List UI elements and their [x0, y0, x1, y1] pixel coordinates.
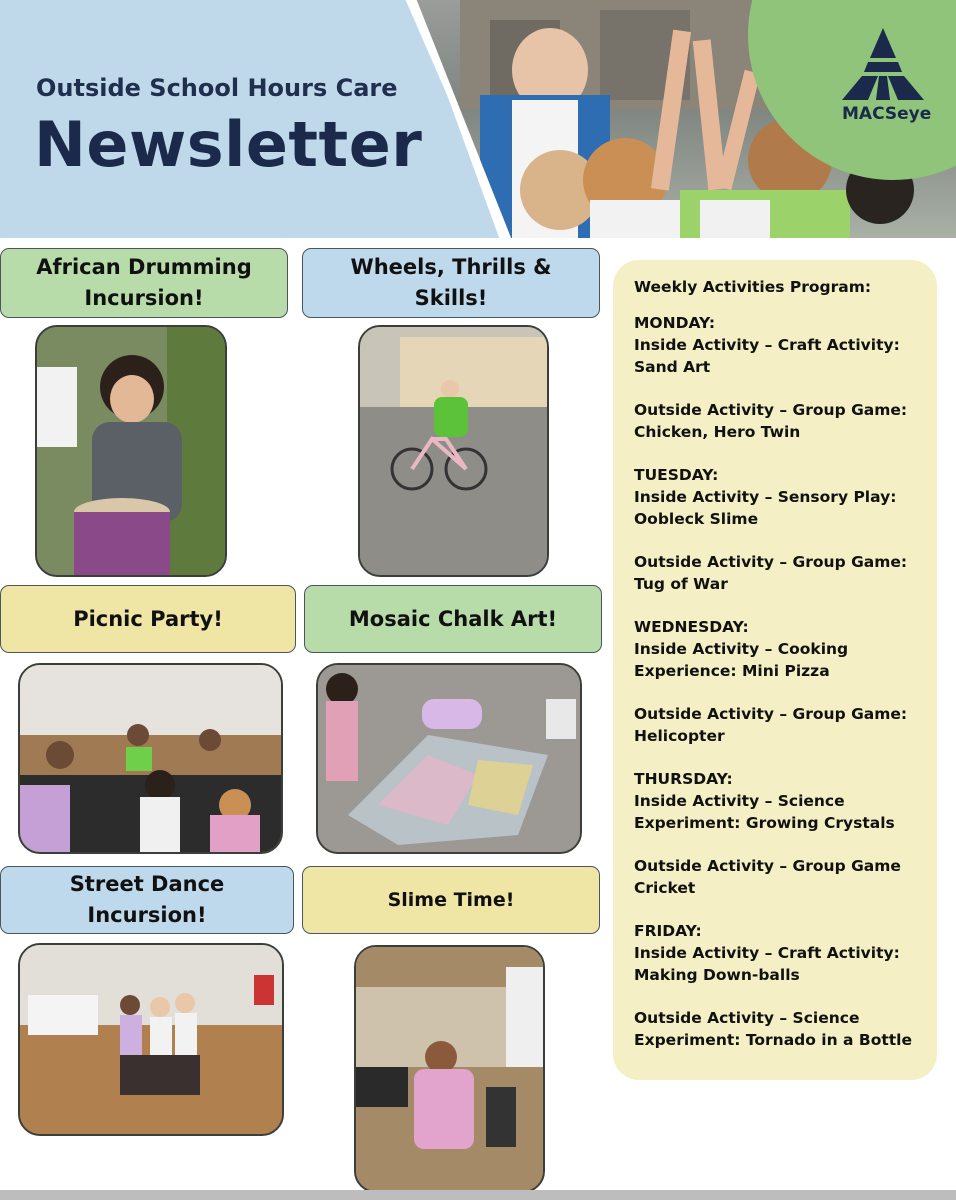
- photo-chalk-illustration: [318, 665, 580, 852]
- activity-inside-wednesday: Inside Activity – Cooking Experience: Mini Pizza: [634, 640, 849, 680]
- day-heading-thursday: THURSDAY:: [634, 770, 733, 788]
- photo-picnic-illustration: [20, 665, 281, 852]
- section-title: African Drumming Incursion!: [36, 255, 252, 310]
- section-picnic-party: [0, 585, 296, 653]
- weekly-program-title: Weekly Activities Program:: [634, 278, 872, 296]
- macseye-a-logo-icon: [838, 28, 928, 100]
- section-mosaic-chalk-art: [304, 585, 602, 653]
- newsletter-header: [0, 0, 956, 240]
- day-heading-friday: FRIDAY:: [634, 922, 702, 940]
- activity-outside-monday: Outside Activity – Group Game: Chicken, Hero Twin: [634, 401, 908, 441]
- day-heading-tuesday: TUESDAY:: [634, 466, 719, 484]
- photo-wheels-thrills-skills: [358, 325, 549, 577]
- section-wheels-thrills-skills: [302, 248, 600, 318]
- day-heading-monday: MONDAY:: [634, 314, 716, 332]
- photo-street-dance: [18, 943, 284, 1136]
- photo-slime-illustration: [356, 947, 543, 1191]
- section-title: Wheels, Thrills & Skills!: [350, 255, 552, 310]
- header-title: Newsletter: [34, 108, 423, 181]
- section-african-drumming: [0, 248, 288, 318]
- photo-dance-illustration: [20, 945, 282, 1134]
- section-title: Slime Time!: [387, 888, 515, 911]
- activity-outside-tuesday: Outside Activity – Group Game: Tug of War: [634, 553, 908, 593]
- photo-picnic-party: [18, 663, 283, 854]
- page-bottom-edge: [0, 1190, 956, 1200]
- activity-inside-thursday: Inside Activity – Science Experiment: Growing Crystals: [634, 792, 895, 832]
- activity-outside-thursday: Outside Activity – Group Game Cricket: [634, 857, 901, 897]
- photo-mosaic-chalk-art: [316, 663, 582, 854]
- activity-outside-wednesday: Outside Activity – Group Game: Helicopter: [634, 705, 908, 745]
- activity-inside-tuesday: Inside Activity – Sensory Play: Oobleck Slime: [634, 488, 897, 528]
- activity-inside-friday: Inside Activity – Craft Activity: Making Down-balls: [634, 944, 900, 984]
- section-title: Picnic Party!: [73, 606, 223, 631]
- section-street-dance: [0, 866, 294, 934]
- header-subtitle: Outside School Hours Care: [36, 74, 398, 102]
- photo-slime-time: [354, 945, 545, 1193]
- day-heading-wednesday: WEDNESDAY:: [634, 618, 749, 636]
- section-title: Street Dance Incursion!: [69, 872, 225, 927]
- activity-outside-friday: Outside Activity – Science Experiment: Tornado in a Bottle: [634, 1009, 913, 1049]
- weekly-program: [634, 276, 924, 1072]
- photo-bike-illustration: [360, 327, 547, 575]
- section-slime-time: [302, 866, 600, 934]
- section-title: Mosaic Chalk Art!: [348, 606, 558, 631]
- activity-inside-monday: Inside Activity – Craft Activity: Sand Art: [634, 336, 900, 376]
- logo-text: MACSeye: [842, 104, 932, 124]
- photo-african-drumming: [35, 325, 227, 577]
- photo-drumming-illustration: [37, 327, 225, 575]
